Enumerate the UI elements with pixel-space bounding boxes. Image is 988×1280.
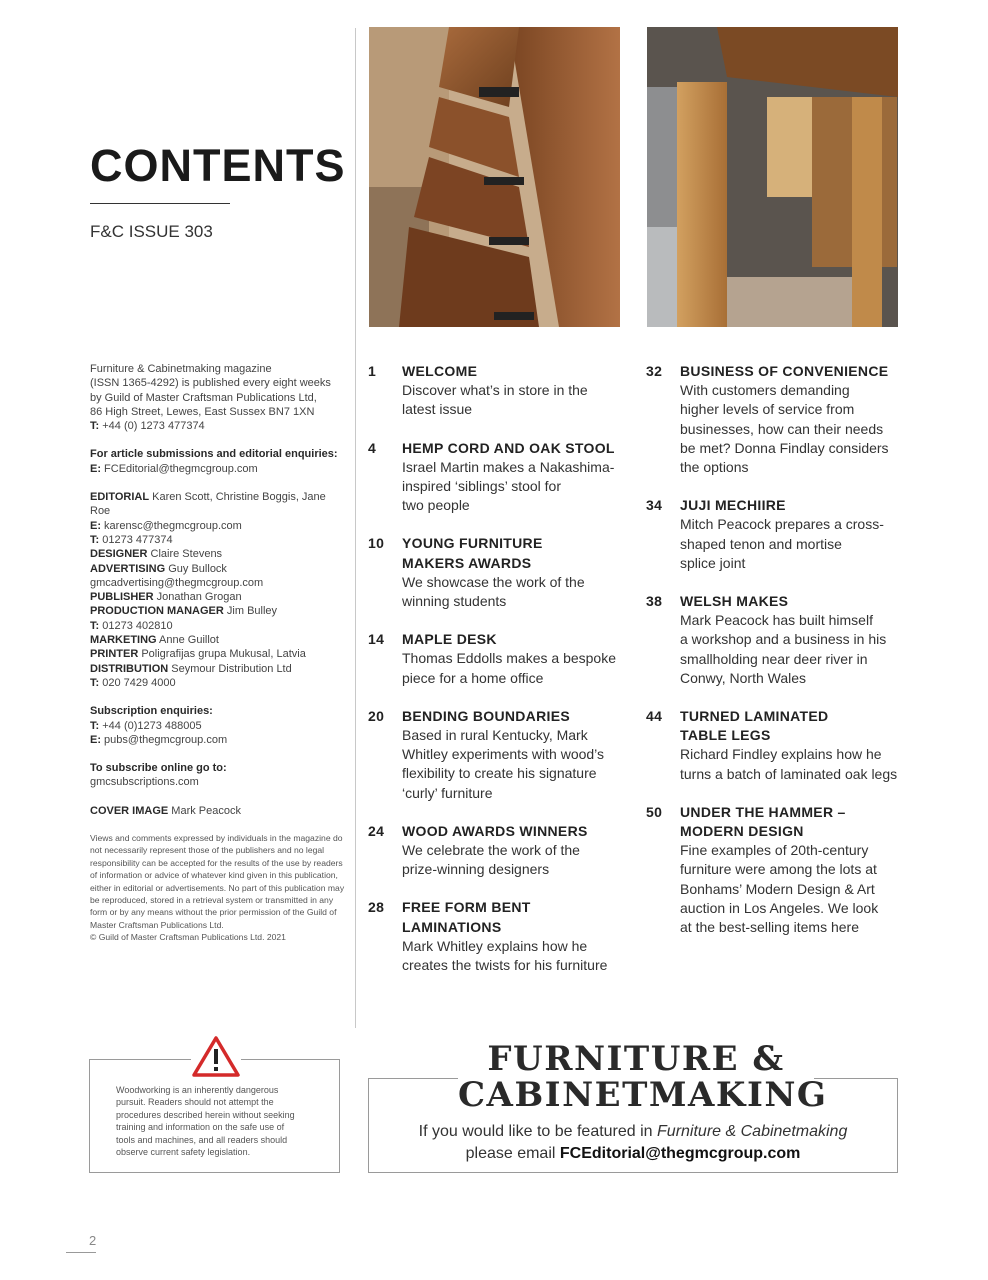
contents-item[interactable] xyxy=(368,707,630,803)
contents-item-body xyxy=(680,496,908,573)
contents-page-number: 1 xyxy=(368,363,377,379)
contents-item-title: LAMINATIONS xyxy=(402,918,502,935)
warning-line: tools and machines, and all readers should xyxy=(116,1134,288,1145)
submissions-email[interactable]: FCEditorial@thegmcgroup.com xyxy=(101,462,258,475)
copyright: © Guild of Master Craftsman Publications Ltd. 2021 xyxy=(90,932,286,943)
contents-item-description: higher levels of service from xyxy=(680,401,855,418)
warning-line: Woodworking is an inherently dangerous xyxy=(116,1085,279,1095)
issue-label: F&C ISSUE 303 xyxy=(90,222,213,241)
publisher-line: by Guild of Master Craftsman Publications Ltd, xyxy=(90,391,317,404)
contents-page-number: 10 xyxy=(368,535,385,552)
warning-line: pursuit. Readers should not attempt the xyxy=(116,1097,274,1108)
contents-item-description: piece for a home office xyxy=(402,669,544,686)
contents-item-title: WELCOME xyxy=(402,363,478,379)
contents-item-title: BUSINESS OF CONVENIENCE xyxy=(680,363,889,379)
contents-item-description: shaped tenon and mortise xyxy=(680,535,842,552)
contents-page-number: 32 xyxy=(646,363,663,379)
contents-item-title: WOOD AWARDS WINNERS xyxy=(402,822,588,839)
publisher-name: Jonathan Grogan xyxy=(153,591,242,604)
contents-item[interactable] xyxy=(646,362,908,477)
contents-item-description: Mitch Peacock prepares a cross- xyxy=(680,516,884,533)
editorial-phone: 01273 477374 xyxy=(99,533,173,546)
contents-item-description: Mark Peacock has built himself xyxy=(680,612,873,629)
subscription-phone: +44 (0)1273 488005 xyxy=(99,719,202,732)
contents-item-body xyxy=(680,707,908,784)
contents-page-number: 4 xyxy=(368,439,377,456)
editorial-names: Karen Scott, Christine Boggis, Jane Roe xyxy=(90,491,326,518)
contents-item-description: winning students xyxy=(402,593,507,610)
printer-name: Poligrafijas grupa Mukusal, Latvia xyxy=(138,648,306,661)
contents-item-description: splice joint xyxy=(680,554,746,571)
contents-item-body xyxy=(402,898,630,975)
title-underline xyxy=(90,203,230,204)
production-label: PRODUCTION MANAGER xyxy=(90,605,224,618)
phone-label: T: xyxy=(90,719,100,732)
contents-item-description: latest issue xyxy=(402,401,473,418)
contents-item-body xyxy=(680,362,908,477)
page-number: 2 xyxy=(89,1233,97,1248)
contents-item-description: Bonhams’ Modern Design & Art xyxy=(680,880,875,897)
contents-item-description: at the best-selling items here xyxy=(680,919,859,936)
phone-label: T: xyxy=(90,533,100,546)
contents-page-number: 20 xyxy=(368,707,385,724)
advertising-email[interactable]: gmcadvertising@thegmcgroup.com xyxy=(90,576,264,589)
contents-item-description: prize-winning designers xyxy=(402,861,550,878)
phone-label: T: xyxy=(90,676,100,689)
disclaimer-text: Views and comments expressed by individuals in the magazine do not necessarily represent those of the publishers and no legal responsibility can be accepted for the results of the use by readers of information or advice of whatever kind given in this publication, either in editorial or advertisements. No part of this publication may be reproduced, stored in a retrieval system or transmitted in any form or by any means without the prior permission of the Guild of Master Craftsman Publications Ltd. xyxy=(90,833,345,930)
contents-item-body xyxy=(680,592,908,688)
cover-label: COVER IMAGE xyxy=(90,804,169,817)
magazine-logo xyxy=(458,1039,828,1115)
publisher-line: Furniture & Cabinetmaking magazine xyxy=(90,363,272,375)
promo-line2-prefix: please email xyxy=(465,1145,560,1162)
contents-item-title: MODERN DESIGN xyxy=(680,823,804,840)
contents-page-number: 34 xyxy=(646,497,663,514)
contents-item-description: Mark Whitley explains how he xyxy=(402,937,588,954)
disclaimer xyxy=(90,832,345,944)
publisher-phone: +44 (0) 1273 477374 xyxy=(99,420,205,433)
contents-item[interactable] xyxy=(646,707,908,784)
email-label: E: xyxy=(90,733,101,746)
marketing-name: Anne Guillot xyxy=(156,634,219,647)
contents-item-title: HEMP CORD AND OAK STOOL xyxy=(402,439,615,456)
contents-item-description: We celebrate the work of the xyxy=(402,842,580,859)
contents-item-description: creates the twists for his furniture xyxy=(402,957,608,974)
contents-list-left xyxy=(368,362,630,994)
contents-item-description: Based in rural Kentucky, Mark xyxy=(402,727,588,744)
contents-item[interactable] xyxy=(368,822,630,880)
contents-item-body xyxy=(402,362,630,420)
submissions-heading: For article submissions and editorial enquiries: xyxy=(90,448,338,461)
contents-item-description: turns a batch of laminated oak legs xyxy=(680,765,898,782)
contents-item-description: Israel Martin makes a Nakashima- xyxy=(402,458,615,475)
editorial-email[interactable]: karensc@thegmcgroup.com xyxy=(101,519,242,532)
distribution-name: Seymour Distribution Ltd xyxy=(168,662,292,675)
contents-item-description: ‘curly’ furniture xyxy=(402,784,493,801)
contents-item[interactable] xyxy=(368,534,630,611)
contents-item[interactable] xyxy=(368,898,630,975)
contents-item-description: a workshop and a business in his xyxy=(680,631,887,648)
publisher-block xyxy=(90,362,345,433)
promo-magazine-name: Furniture & Cabinetmaking xyxy=(657,1123,848,1140)
contents-item-title: WELSH MAKES xyxy=(680,593,789,610)
contents-item-title: BENDING BOUNDARIES xyxy=(402,707,570,724)
contents-page-number: 50 xyxy=(646,803,663,820)
phone-label: T: xyxy=(90,619,100,632)
subscription-email[interactable]: pubs@thegmcgroup.com xyxy=(101,733,228,746)
contents-item-title: TABLE LEGS xyxy=(680,727,771,744)
designer-name: Claire Stevens xyxy=(147,548,223,561)
subscription-heading: Subscription enquiries: xyxy=(90,705,213,718)
production-name: Jim Bulley xyxy=(223,605,278,618)
contents-item[interactable] xyxy=(368,439,630,516)
contents-item-description: flexibility to create his signature xyxy=(402,765,597,782)
contents-item-body xyxy=(402,534,630,611)
warning-line: procedures described herein without seeking xyxy=(116,1109,295,1120)
contents-item-title: FREE FORM BENT xyxy=(402,899,531,916)
contents-item-description: We showcase the work of the xyxy=(402,573,585,590)
contents-page-number: 38 xyxy=(646,593,663,610)
contents-item[interactable] xyxy=(368,362,630,420)
contents-item-description: Discover what’s in store in the xyxy=(402,382,588,399)
contents-item-description: inspired ‘siblings’ stool for xyxy=(402,478,561,495)
designer-label: DESIGNER xyxy=(90,548,148,561)
contents-item-title: YOUNG FURNITURE xyxy=(402,535,543,552)
contents-item-description: Whitley experiments with wood’s xyxy=(402,746,605,763)
drawers-photo xyxy=(369,27,620,327)
contents-item-title: MAKERS AWARDS xyxy=(402,554,532,571)
submissions-block xyxy=(90,447,345,476)
warning-line: observe current safety legislation. xyxy=(116,1147,251,1158)
editorial-label: EDITORIAL xyxy=(90,491,150,504)
advertising-label: ADVERTISING xyxy=(90,562,166,575)
warning-triangle-icon xyxy=(191,1035,241,1079)
email-label: E: xyxy=(90,462,101,475)
distribution-label: DISTRIBUTION xyxy=(90,662,169,675)
email-label: E: xyxy=(90,519,101,532)
contents-item-title: UNDER THE HAMMER – xyxy=(680,803,846,820)
contents-item-description: Richard Findley explains how he xyxy=(680,746,882,763)
logo-line: CABINETMAKING xyxy=(458,1075,828,1115)
warning-line: training and information on the safe use of xyxy=(116,1122,285,1133)
cover-credit: Mark Peacock xyxy=(168,804,241,817)
column-divider xyxy=(355,28,356,1028)
contents-item-description: Fine examples of 20th-century xyxy=(680,842,869,859)
logo-line: FURNITURE & xyxy=(487,1039,785,1079)
contents-page-number: 28 xyxy=(368,899,385,916)
cover-credit-block xyxy=(90,804,345,818)
contents-item-description: Thomas Eddolls makes a bespoke xyxy=(402,650,616,667)
promo-prefix: If you would like to be featured in xyxy=(418,1123,658,1140)
contents-item-description: Conwy, North Wales xyxy=(680,669,807,686)
phone-label: T: xyxy=(90,420,100,433)
contents-item-description: With customers demanding xyxy=(680,382,850,399)
safety-warning-text xyxy=(116,1084,326,1158)
feature-promo-text xyxy=(368,1121,898,1165)
contents-list-right xyxy=(646,362,908,956)
contents-item-body xyxy=(402,630,630,688)
contents-page-number: 24 xyxy=(368,822,385,839)
contents-item[interactable] xyxy=(646,592,908,688)
contents-item[interactable] xyxy=(646,803,908,937)
table-photo xyxy=(647,27,898,327)
contents-item-description: the options xyxy=(680,459,749,476)
contents-item-description: smallholding near deer river in xyxy=(680,650,868,667)
contents-item-description: furniture were among the lots at xyxy=(680,861,877,878)
publisher-info xyxy=(90,362,345,958)
contents-item-description: auction in Los Angeles. We look xyxy=(680,899,879,916)
publisher-label: PUBLISHER xyxy=(90,591,154,604)
contents-item-description: two people xyxy=(402,497,470,514)
promo-email-link[interactable]: FCEditorial@thegmcgroup.com xyxy=(559,1145,801,1162)
subscribe-online-heading: To subscribe online go to: xyxy=(90,762,227,775)
marketing-label: MARKETING xyxy=(90,634,157,647)
page-title: CONTENTS xyxy=(90,140,346,191)
printer-label: PRINTER xyxy=(90,648,139,661)
advertising-name: Guy Bullock xyxy=(165,562,227,575)
contents-item-title: TURNED LAMINATED xyxy=(680,708,829,725)
publisher-line: (ISSN 1365-4292) is published every eight weeks xyxy=(90,377,331,390)
contents-item-body xyxy=(402,707,630,803)
contents-item-body xyxy=(402,439,630,516)
subscription-block xyxy=(90,704,345,747)
table-photo-graphic xyxy=(647,27,898,327)
distribution-phone: 020 7429 4000 xyxy=(99,676,176,689)
contents-page-number: 44 xyxy=(646,708,663,725)
staff-block xyxy=(90,490,345,690)
publisher-line: 86 High Street, Lewes, East Sussex BN7 1XN xyxy=(90,405,315,418)
contents-item-body xyxy=(402,822,630,880)
production-phone: 01273 402810 xyxy=(99,619,173,632)
contents-item-description: businesses, how can their needs xyxy=(680,420,884,437)
subscribe-online-link[interactable]: gmcsubscriptions.com xyxy=(90,776,199,789)
contents-item-body xyxy=(680,803,908,937)
page-number-rule xyxy=(66,1252,96,1253)
drawers-photo-graphic xyxy=(369,27,620,327)
subscribe-online-block xyxy=(90,761,345,790)
warning-triangle-icon xyxy=(191,1035,241,1079)
contents-item[interactable] xyxy=(368,630,630,688)
contents-page-number: 14 xyxy=(368,631,385,648)
contents-item-description: be met? Donna Findlay considers xyxy=(680,439,889,456)
contents-item-title: MAPLE DESK xyxy=(402,631,497,648)
contents-item[interactable] xyxy=(646,496,908,573)
contents-item-title: JUJI MECHIIRE xyxy=(680,497,786,514)
